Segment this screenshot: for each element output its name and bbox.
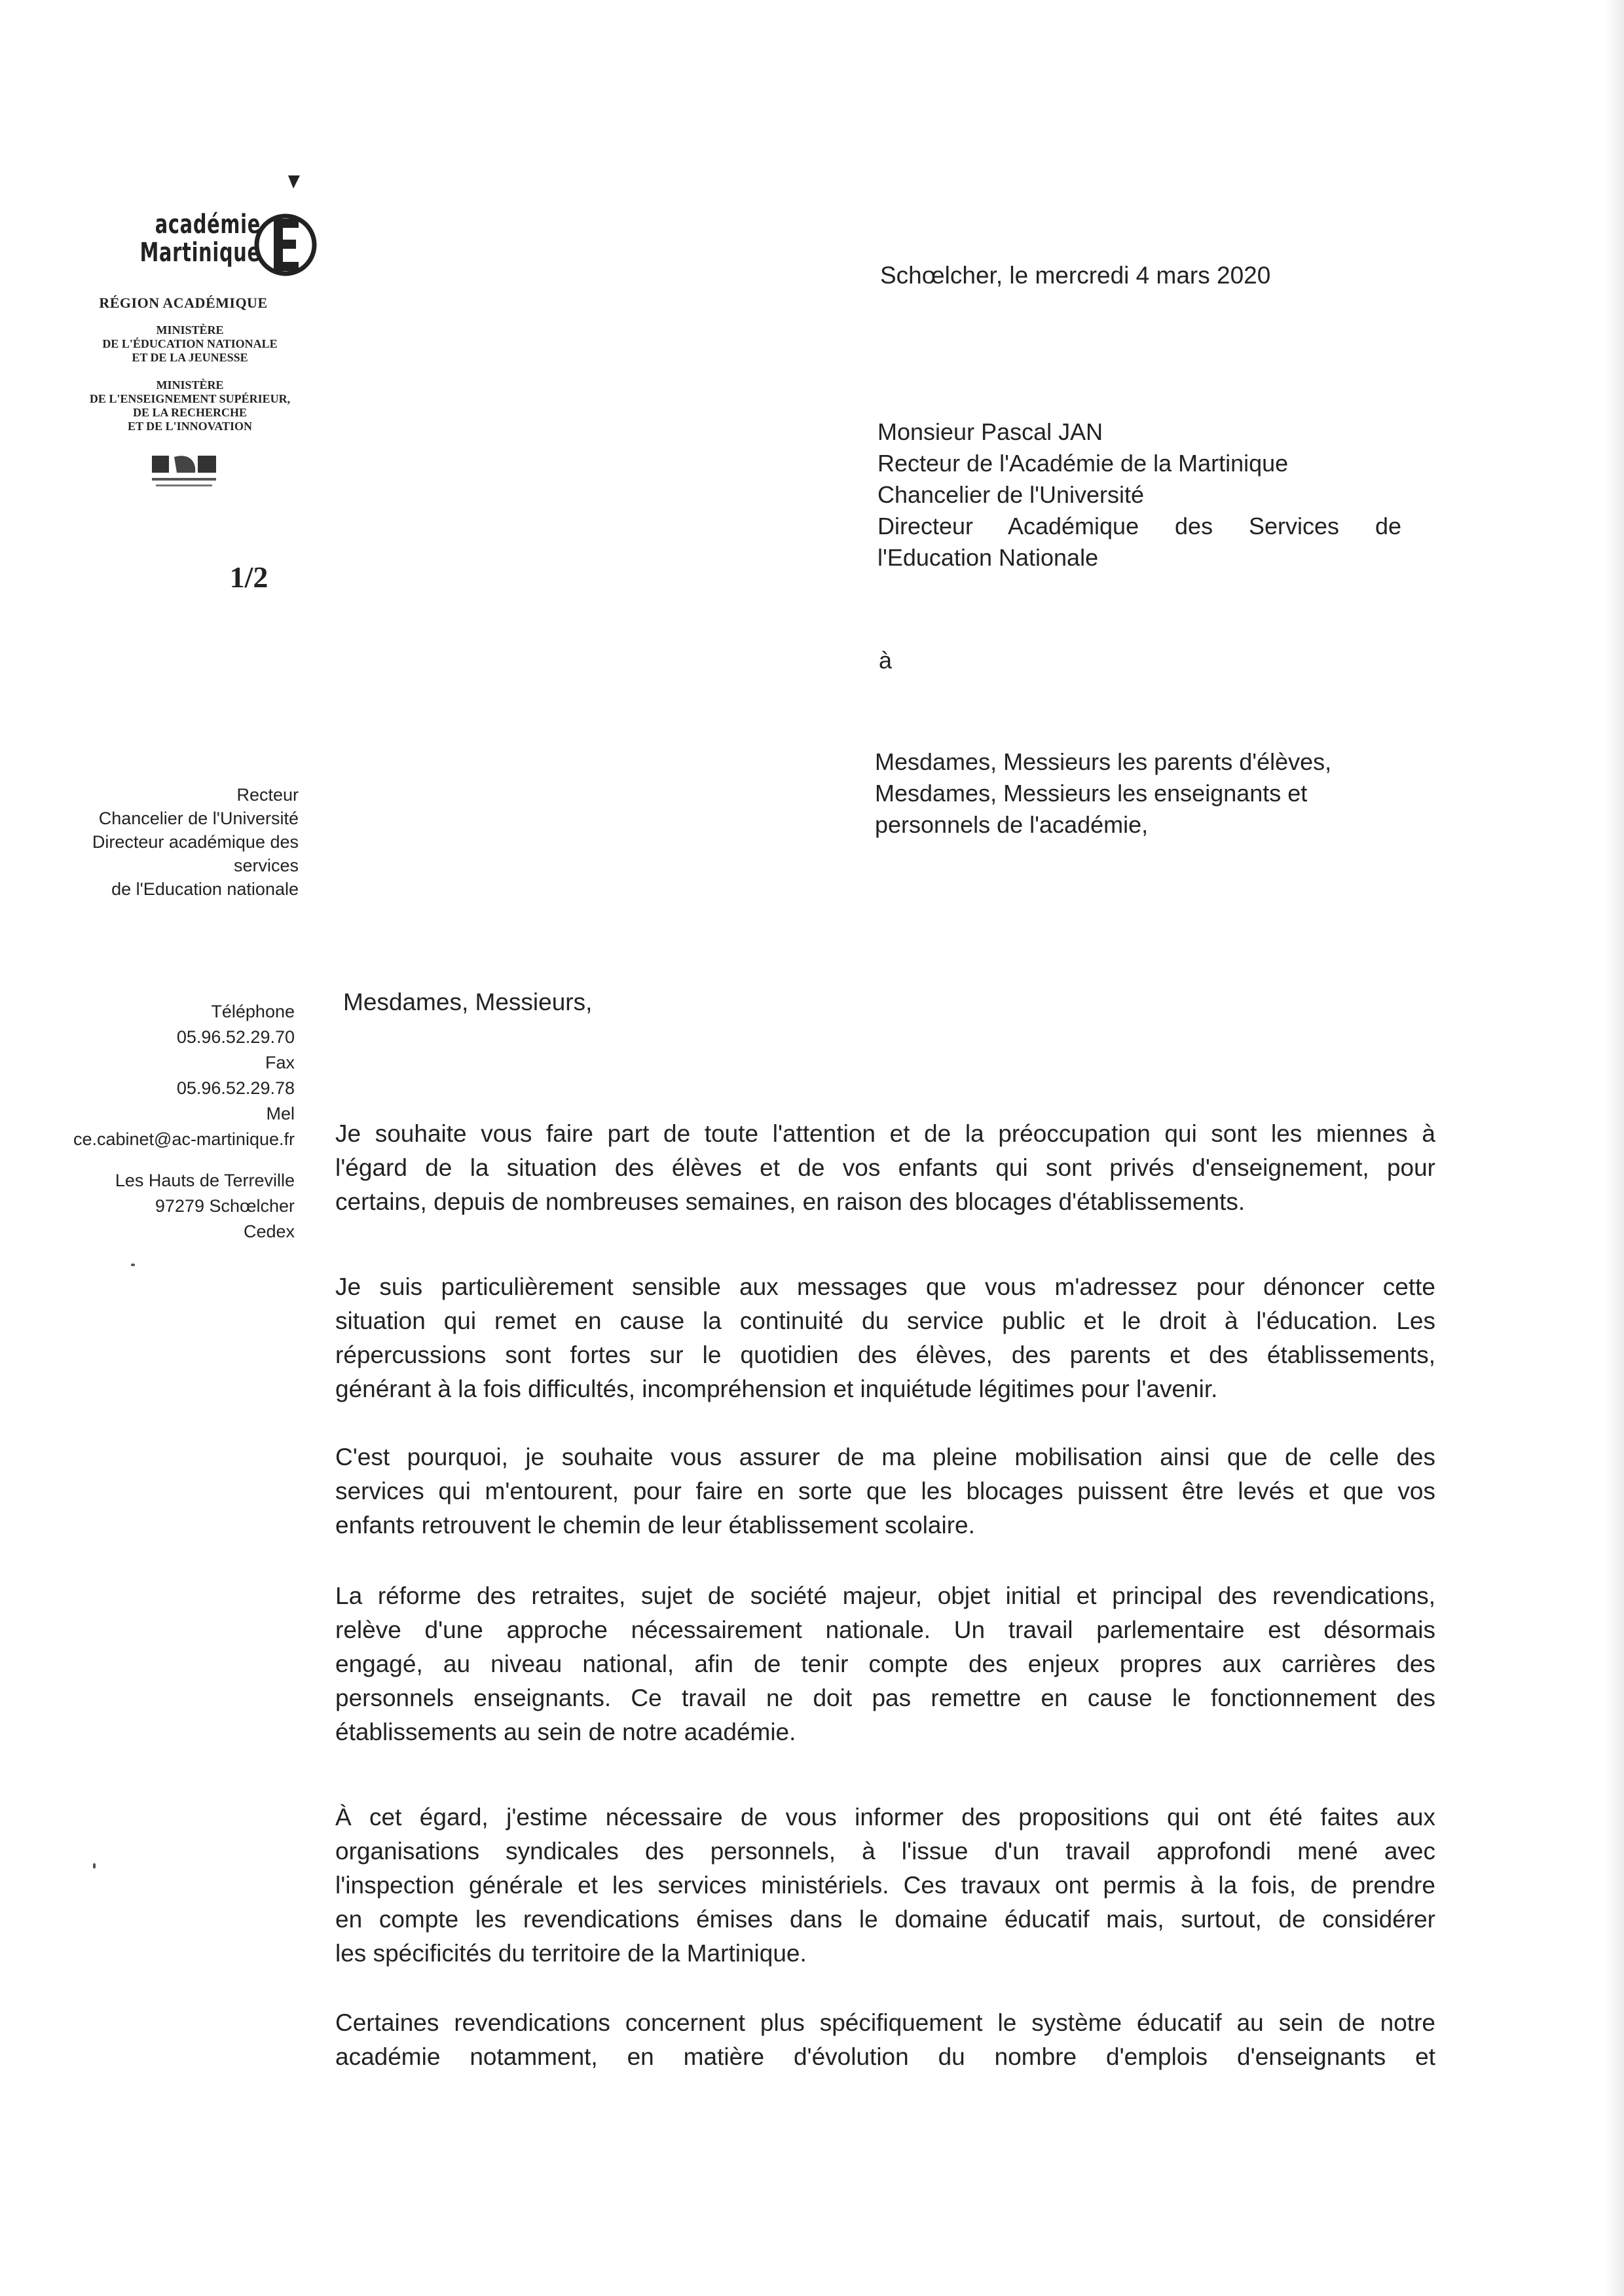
phone-number: 05.96.52.29.70	[176, 1027, 295, 1047]
paragraph-line: académie notamment, en matière d'évolution du nombre d'emplois d'enseignants et	[335, 2043, 1435, 2070]
spacer	[20, 1152, 295, 1168]
marianne-logo-icon	[148, 450, 220, 492]
addressee-line: Mesdames, Messieurs les enseignants et	[875, 780, 1308, 807]
to-word: à	[879, 647, 893, 674]
ministry-line: ET DE LA JEUNESSE	[132, 351, 248, 364]
logo-line-martinique: Martinique	[139, 238, 261, 268]
sender-line: services	[233, 856, 299, 875]
paragraph-line: La réforme des retraites, sujet de société majeur, objet initial et principal des revendications,	[335, 1582, 1435, 1609]
ministry-line: MINISTÈRE	[156, 323, 224, 337]
addressee-line: Mesdames, Messieurs les parents d'élèves,	[875, 748, 1332, 775]
paragraph-line: À cet égard, j'estime nécessaire de vous informer des propositions qui ont été faites aux	[335, 1804, 1435, 1831]
body-paragraph	[335, 1270, 1435, 1406]
contact-block	[20, 999, 295, 1245]
academie-logo	[122, 172, 318, 302]
address-line: 97279 Schœlcher	[155, 1196, 295, 1216]
paragraph-line: établissements au sein de notre académie.	[335, 1719, 796, 1745]
paragraph-line: répercussions sont fortes sur le quotidien des élèves, des parents et des établissements,	[335, 1341, 1435, 1368]
phone-label: Téléphone	[211, 1002, 295, 1021]
sender-line: de l'Education nationale	[111, 879, 299, 899]
addressee-line: personnels de l'académie,	[875, 811, 1149, 838]
paragraph-line: personnels enseignants. Ce travail ne doit pas remettre en cause le fonctionnement des	[335, 1685, 1435, 1711]
fax-number: 05.96.52.29.78	[176, 1078, 295, 1098]
paragraph-line: en compte les revendications émises dans le domaine éducatif mais, surtout, de considérer	[335, 1906, 1435, 1933]
page-number: 1/2	[229, 560, 268, 594]
ministry-education-label	[59, 323, 321, 365]
scan-speck	[131, 1264, 135, 1266]
paragraph-line: Certaines revendications concernent plus spécifiquement le système éducatif au sein de notre	[335, 2009, 1435, 2036]
paragraph-line: certains, depuis de nombreuses semaines, en raison des blocages d'établissements.	[335, 1188, 1246, 1215]
recipient-line: Recteur de l'Académie de la Martinique	[877, 450, 1289, 477]
mail-label: Mel	[266, 1104, 295, 1123]
paragraph-line: engagé, au niveau national, afin de tenir compte des enjeux propres aux carrières des	[335, 1650, 1435, 1677]
paragraph-line: enfants retrouvent le chemin de leur établissement scolaire.	[335, 1512, 975, 1539]
region-academique-label: RÉGION ACADÉMIQUE	[99, 295, 268, 311]
body-paragraph	[335, 1117, 1435, 1219]
recipient-line: Directeur Académique des Services de	[877, 513, 1401, 539]
paragraph-line: situation qui remet en cause la continuité du service public et le droit à l'éducation. Les	[335, 1307, 1435, 1334]
paragraph-line: relève d'une approche nécessairement nationale. Un travail parlementaire est désormais	[335, 1616, 1435, 1643]
letter-date: Schœlcher, le mercredi 4 mars 2020	[880, 262, 1271, 289]
recipient-line: Monsieur Pascal JAN	[877, 418, 1103, 445]
education-nationale-e-icon	[253, 172, 318, 296]
sender-block	[37, 783, 299, 901]
ministry-higher-education-label	[59, 378, 321, 433]
paragraph-line: organisations syndicales des personnels, à l'issue d'un travail approfondi mené avec	[335, 1838, 1435, 1865]
recipient-line: Chancelier de l'Université	[877, 481, 1145, 508]
recipient-line: l'Education Nationale	[877, 544, 1099, 571]
body-paragraph	[335, 1579, 1435, 1749]
paragraph-line: les spécificités du territoire de la Martinique.	[335, 1940, 807, 1967]
sender-line: Chancelier de l'Université	[98, 809, 299, 828]
addressees-block	[875, 746, 1412, 841]
mail-address: ce.cabinet@ac-martinique.fr	[73, 1129, 295, 1149]
address-line: Les Hauts de Terreville	[115, 1171, 295, 1190]
logo-line-academie: académie	[155, 210, 261, 240]
scan-speck	[93, 1863, 96, 1868]
recipient-block	[877, 416, 1401, 574]
ministry-line: ET DE L'INNOVATION	[127, 420, 253, 433]
body-paragraph	[335, 1800, 1435, 1971]
paragraph-line: l'inspection générale et les services ministériels. Ces travaux ont permis à la fois, de prendre	[335, 1872, 1435, 1899]
paragraph-line: Je souhaite vous faire part de toute l'attention et de la préoccupation qui sont les miennes à	[335, 1120, 1435, 1147]
ministry-line: DE LA RECHERCHE	[132, 406, 248, 419]
body-paragraph	[335, 2006, 1435, 2074]
ministry-line: DE L'ENSEIGNEMENT SUPÉRIEUR,	[89, 392, 291, 405]
sender-line: Directeur académique des	[92, 832, 299, 852]
paragraph-line: l'égard de la situation des élèves et de vos enfants qui sont privés d'enseignement, pour	[335, 1154, 1435, 1181]
paragraph-line: C'est pourquoi, je souhaite vous assurer de ma pleine mobilisation ainsi que de celle des	[335, 1444, 1435, 1470]
paragraph-line: Je suis particulièrement sensible aux messages que vous m'adressez pour dénoncer cette	[335, 1273, 1435, 1300]
page-edge-shadow	[1604, 0, 1624, 2296]
ministry-line: DE L'ÉDUCATION NATIONALE	[102, 337, 278, 350]
paragraph-line: générant à la fois difficultés, incompréhension et inquiétude légitimes pour l'avenir.	[335, 1376, 1218, 1402]
sender-line: Recteur	[236, 785, 299, 805]
paragraph-line: services qui m'entourent, pour faire en sorte que les blocages puissent être levés et que vos	[335, 1478, 1435, 1504]
fax-label: Fax	[265, 1053, 295, 1072]
salutation: Mesdames, Messieurs,	[343, 989, 593, 1015]
body-paragraph	[335, 1440, 1435, 1542]
ministry-line: MINISTÈRE	[156, 378, 224, 392]
address-line: Cedex	[243, 1222, 295, 1241]
